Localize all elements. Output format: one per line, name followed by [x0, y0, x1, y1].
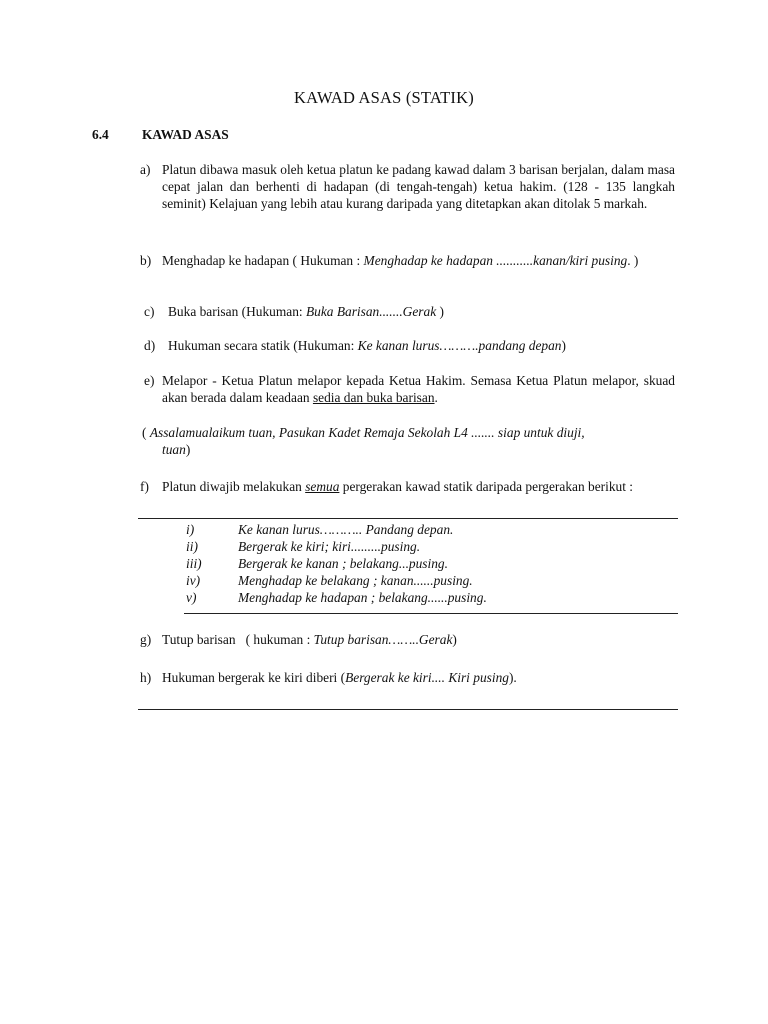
item-f-emphasis: semua: [305, 479, 340, 494]
item-f: [140, 478, 675, 495]
item-e-suffix: .: [434, 390, 438, 405]
greeting-line-2: tuan: [162, 442, 186, 457]
item-d: [144, 337, 679, 354]
item-h-text: [162, 669, 675, 686]
section-number: 6.4: [92, 127, 109, 142]
item-c-suffix: ): [436, 304, 444, 319]
item-h-command: Bergerak ke kiri.... Kiri pusing: [345, 670, 509, 685]
movements-bottom-rule: [184, 613, 678, 614]
item-f-suffix: pergerakan kawad statik daripada pergerakan berikut :: [339, 479, 634, 494]
item-a-text: Platun dibawa masuk oleh ketua platun ke padang kawad dalam 3 barisan berjalan, dalam masa cepat jalan dan berhenti di hadapan (di tengah-tengah) ketua hakim. (128 - 135 langkah seminit) Kelajuan yang lebih atau kurang daripada yang ditetapkan akan ditolak 5 markah.: [162, 162, 675, 211]
item-d-command: Ke kanan lurus……….pandang depan: [357, 338, 562, 353]
movement-number: ii): [186, 539, 198, 554]
item-g-command: Tutup barisan……..Gerak: [313, 632, 453, 647]
report-greeting: [142, 424, 674, 458]
item-a-label: a): [140, 162, 151, 177]
movement-text: Menghadap ke hadapan ; belakang......pusing.: [238, 590, 487, 605]
item-b: [140, 252, 675, 269]
section-heading: KAWAD ASAS: [142, 127, 229, 142]
item-h-suffix: ).: [508, 670, 517, 685]
movements-top-rule: [138, 518, 678, 519]
item-c-command: Buka Barisan.......Gerak: [305, 304, 437, 319]
movement-text: Bergerak ke kanan ; belakang...pusing.: [238, 556, 448, 571]
movement-number: iii): [186, 556, 202, 571]
page-title: KAWAD ASAS (STATIK): [294, 88, 474, 107]
item-b-suffix: . ): [627, 253, 639, 268]
item-g-prefix: Tutup barisan ( hukuman :: [162, 632, 314, 647]
item-c-label: c): [144, 304, 155, 319]
item-d-suffix: ): [561, 338, 566, 353]
movement-text: Ke kanan lurus……….. Pandang depan.: [238, 522, 454, 537]
item-c: [144, 303, 679, 320]
item-f-prefix: Platun diwajib melakukan: [162, 479, 306, 494]
item-b-label: b): [140, 253, 152, 268]
movement-number: iv): [186, 573, 201, 588]
item-g-suffix: ): [452, 632, 457, 647]
movement-number: i): [186, 522, 195, 537]
greeting-open-paren: (: [142, 425, 150, 440]
item-e-label: e): [144, 373, 155, 388]
item-a: [140, 161, 675, 212]
item-c-text: [168, 303, 679, 320]
movement-text: Bergerak ke kiri; kiri.........pusing.: [238, 539, 421, 554]
item-d-label: d): [144, 338, 156, 353]
item-e-text: [162, 372, 675, 406]
item-e: [144, 372, 675, 406]
item-b-command: Menghadap ke hadapan ...........kanan/kiri pusing: [363, 253, 628, 268]
item-f-text: [162, 478, 675, 495]
item-h-prefix: Hukuman bergerak ke kiri diberi (: [162, 670, 346, 685]
item-g-label: g): [140, 632, 152, 647]
greeting-line-2-wrap: [162, 441, 674, 458]
item-g-text: [162, 631, 675, 648]
item-h-label: h): [140, 670, 152, 685]
item-e-prefix: Melapor - Ketua Platun melapor kepada Ketua Hakim. Semasa Ketua Platun melapor, skuad akan berada dalam keadaan: [162, 373, 675, 405]
item-b-prefix: Menghadap ke hadapan ( Hukuman :: [162, 253, 364, 268]
item-e-underlined: sedia dan buka barisan: [312, 390, 435, 405]
bottom-rule: [138, 709, 678, 710]
item-h: [140, 669, 675, 686]
item-c-prefix: Buka barisan (Hukuman:: [168, 304, 306, 319]
greeting-close-paren: ): [185, 442, 191, 457]
item-d-text: [168, 337, 679, 354]
item-f-label: f): [140, 479, 149, 494]
greeting-line-1: Assalamualaikum tuan, Pasukan Kadet Remaja Sekolah L4 ....... siap untuk diuji,: [149, 425, 585, 440]
movement-text: Menghadap ke belakang ; kanan......pusing.: [238, 573, 473, 588]
item-g: [140, 631, 675, 648]
item-b-text: [162, 252, 675, 269]
movement-number: v): [186, 590, 197, 605]
item-d-prefix: Hukuman secara statik (Hukuman:: [168, 338, 358, 353]
